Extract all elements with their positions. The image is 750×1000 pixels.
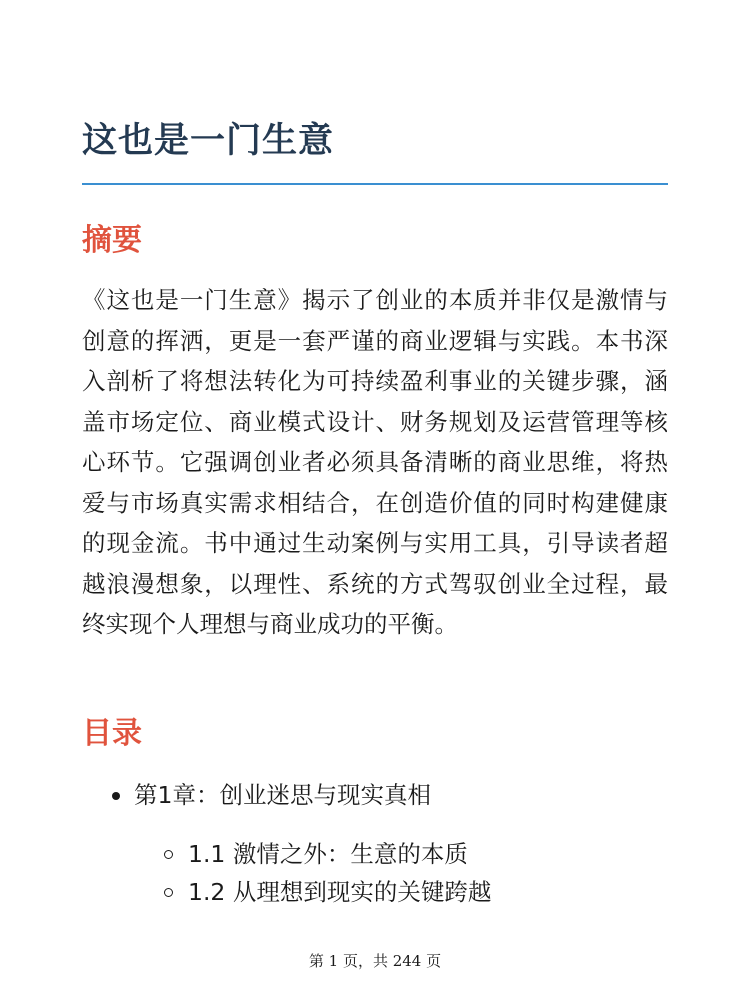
toc-section-list <box>134 835 668 911</box>
bullet-circle-icon <box>164 888 173 897</box>
toc-section-1-2[interactable] <box>134 873 668 911</box>
document-page <box>82 0 668 1000</box>
page-footer: 第 1 页，共 244 页 <box>308 952 442 970</box>
summary-paragraph: 《这也是一门生意》揭示了创业的本质并非仅是激情与创意的挥洒，更是一套严谨的商业逻辑与实践。本书深入剖析了将想法转化为可持续盈利事业的关键步骤，涵盖市场定位、商业模式设计、财务规划及运营管理等核心环节。它强调创业者必须具备清晰的商业思维，将热爱与市场真实需求相结合，在创造价值的同时构建健康的现金流。书中通过生动案例与实用工具，引导读者超越浪漫想象，以理性、系统的方式驾驭创业全过程，最终实现个人理想与商业成功的平衡。 <box>82 286 668 638</box>
summary-heading: 摘要 <box>82 223 142 258</box>
toc-section-label: 1.2 从理想到现实的关键跨越 <box>188 878 492 906</box>
toc-heading: 目录 <box>82 716 142 751</box>
title-divider <box>82 183 668 185</box>
document-title: 这也是一门生意 <box>82 121 335 161</box>
bullet-dot-icon <box>112 792 120 800</box>
toc-section-1-1[interactable] <box>134 835 668 873</box>
table-of-contents <box>82 775 668 911</box>
toc-chapter-label: 第1章：创业迷思与现实真相 <box>134 781 431 809</box>
bullet-circle-icon <box>164 850 173 859</box>
toc-chapter-1[interactable] <box>82 775 668 911</box>
toc-section-label: 1.1 激情之外：生意的本质 <box>188 840 468 868</box>
